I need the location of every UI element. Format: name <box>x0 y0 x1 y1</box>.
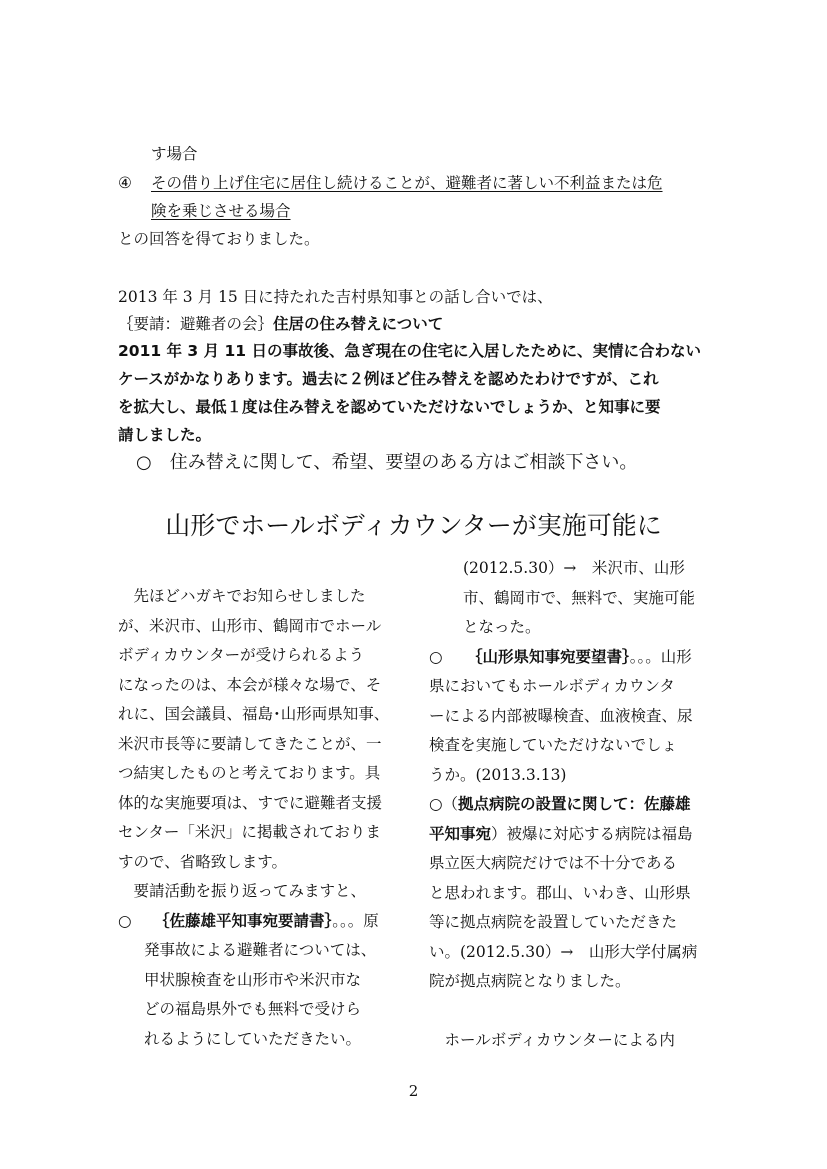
left-line: センター「米沢」に掲載されておりま <box>118 823 381 841</box>
right-column <box>429 554 714 1056</box>
right-line: い。(2012.5.30）→ 山形大学付属病 <box>429 942 698 961</box>
right-item-title: ｛山形県知事宛要望書｝ <box>467 647 630 666</box>
right-item-marker: ○ <box>429 647 443 666</box>
left-line: ボディカウンターが受けられるよう <box>118 646 365 664</box>
left-line: れに、国会議員、福島･山形両県知事、 <box>118 705 390 723</box>
right-item-title-2: 平知事宛 <box>429 824 492 843</box>
request-body-line: 請しました。 <box>118 426 212 444</box>
left-item <box>118 907 403 937</box>
right-line: と思われます。郡山、いわき、山形県 <box>429 883 691 902</box>
left-column <box>118 582 403 1054</box>
answer-line: との回答を得ておりました。 <box>118 230 320 248</box>
right-item-title-2-tail: ）被爆に対応する病院は福島 <box>491 824 693 843</box>
left-item-title: ｛佐藤雄平知事宛要請書｝ <box>154 911 333 930</box>
request-body-line: ケースがかなりあります。過去に２例ほど住み替えを認めたわけですが、これ <box>118 370 659 388</box>
right-line: 等に拠点病院を設置していただきた <box>429 913 678 931</box>
right-item-title: 拠点病院の設置に関して：佐藤雄 <box>458 795 691 813</box>
right-line: (2012.5.30）→ 米沢市、山形 <box>463 559 685 577</box>
request-label: ｛要請：避難者の会｝ <box>118 315 274 333</box>
section-heading: 山形でホールボディカウンターが実施可能に <box>165 511 662 540</box>
right-item-title-tail: 。。。山形 <box>629 647 692 666</box>
request-body-line: を拡大し、最低１度は住み替えを認めていただけないでしょうか、と知事に要 <box>118 398 661 416</box>
request-title: 住居の住み替えについて <box>273 315 444 333</box>
continued-line: す場合 <box>151 145 198 163</box>
left-item-line: 発事故による避難者については、 <box>144 941 377 959</box>
item-4-line-1: その借り上げ住宅に居住し続けることが、避難者に著しい不利益または危 <box>151 174 663 192</box>
item-4-marker: ④ <box>118 174 132 192</box>
left-item-line: どの福島県外でも無料で受けら <box>144 1000 362 1018</box>
right-line: 院が拠点病院となりました。 <box>429 972 631 990</box>
right-line: ホールボディカウンターによる内 <box>429 1031 675 1049</box>
left-line: 先ほどハガキでお知らせしました <box>118 587 366 605</box>
right-item <box>429 643 714 673</box>
left-item-line: れるようにしていただきたい。 <box>144 1029 362 1048</box>
left-line: すので、省略致します。 <box>118 852 287 871</box>
right-line: ーによる内部被曝検査、血液検査、尿 <box>429 706 693 725</box>
right-line: うか。(2013.3.13) <box>429 765 567 784</box>
request-heading <box>118 314 443 334</box>
left-item-line: 甲状腺検査を山形市や米沢市な <box>144 970 362 989</box>
right-line: 県においてもホールボディカウンタ <box>429 677 675 695</box>
left-line: 体的な実施要項は、すでに避難者支援 <box>118 793 382 812</box>
left-line: になったのは、本会が様々な場で、そ <box>118 675 382 694</box>
right-line: 県立医大病院だけでは不十分である <box>429 854 678 872</box>
notice-line: ○ 住み替えに関して、希望、要望のある方はご相談下さい。 <box>136 452 638 473</box>
right-line: 検査を実施していただけないでしょ <box>429 736 678 754</box>
request-body-line: 2011 年 3 月 11 日の事故後、急ぎ現在の住宅に入居したために、実情に合わない <box>118 342 701 360</box>
left-item-marker: ○ <box>118 911 132 930</box>
right-item-prefix: ○（ <box>429 795 459 813</box>
left-line: 要請活動を振り返ってみますと、 <box>118 882 367 900</box>
right-line: 市、鶴岡市で、無料で、実施可能 <box>463 588 695 607</box>
right-item <box>429 790 714 820</box>
left-line: 米沢市長等に要請してきたことが、一 <box>118 734 382 753</box>
page-number: 2 <box>408 1082 419 1100</box>
left-item-title-tail: 。。。原 <box>332 911 379 930</box>
item-4-line-2: 険を乗じさせる場合 <box>151 202 291 220</box>
right-line: となった。 <box>463 618 541 636</box>
meeting-intro: 2013 年 3 月 15 日に持たれた吉村県知事との話し合いでは、 <box>118 288 553 306</box>
right-item <box>429 820 714 850</box>
left-line: が、米沢市、山形市、鶴岡市でホール <box>118 616 382 635</box>
left-line: つ結実したものと考えております。具 <box>118 764 381 782</box>
spacer <box>429 997 714 1027</box>
